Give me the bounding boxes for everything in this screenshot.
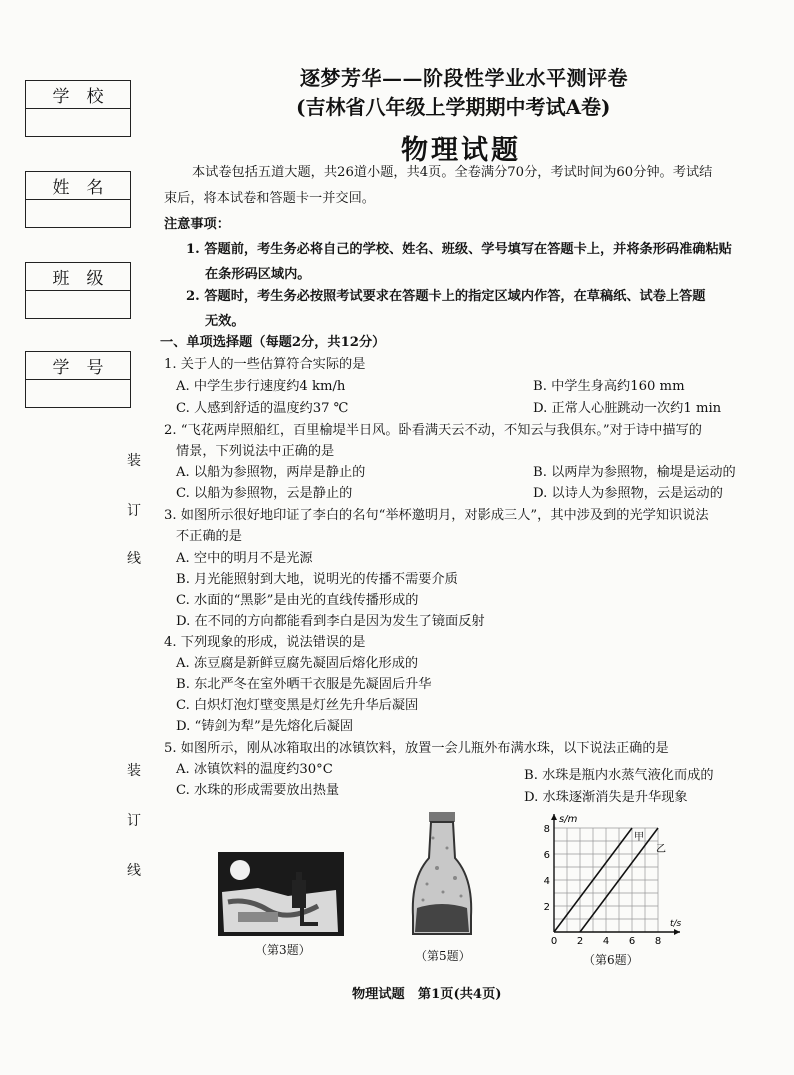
y-tick-label: 6 — [543, 850, 550, 861]
x-tick-label: 0 — [550, 936, 558, 945]
x-axis-arrow — [674, 929, 680, 935]
name-box — [25, 171, 131, 228]
notes-heading: 注意事项： — [164, 217, 230, 232]
q5-stem: 5. 如图所示，刚从冰箱取出的冰镇饮料，放置一会儿瓶外布满水珠，以下说法正确的是 — [164, 741, 669, 756]
fig6-caption: （第6题） — [583, 953, 639, 967]
school-label-1: 学 — [52, 87, 70, 107]
fig3-caption: （第3题） — [255, 943, 311, 957]
q4-option-b: B. 东北严冬在室外晒干衣服是先凝固后升华 — [176, 677, 432, 692]
binding-char: 线 — [127, 863, 141, 879]
q4-option-c: C. 白炽灯泡灯壁变黑是灯丝先升华后凝固 — [176, 698, 419, 713]
q4-stem: 4. 下列现象的形成，说法错误的是 — [164, 635, 366, 650]
binding-char: 订 — [127, 813, 141, 829]
x-tick-label: 8 — [654, 936, 662, 945]
q5-option-a: A. 冰镇饮料的温度约30°C — [176, 762, 333, 777]
subject-title: 物理试题 — [401, 135, 521, 166]
note-2-line-2: 无效。 — [205, 314, 245, 329]
series-title: 逐梦芳华——阶段性学业水平测评卷 — [300, 66, 628, 90]
name-label-2: 名 — [86, 178, 104, 198]
student-id-box — [25, 351, 131, 408]
q3-option-a: A. 空中的明月不是光源 — [176, 551, 313, 566]
x-tick-label: 4 — [602, 936, 610, 945]
x-tick-label: 2 — [576, 936, 584, 945]
q3-option-b: B. 月光能照射到大地，说明光的传播不需要介质 — [176, 572, 458, 587]
q1-option-d: D. 正常人心脏跳动一次约1 min — [533, 401, 722, 416]
page-footer: 物理试题 第1页(共4页) — [352, 987, 502, 1002]
id-label-2: 号 — [86, 358, 104, 378]
fig5-bottle — [407, 808, 477, 938]
q5-option-d: D. 水珠逐渐消失是升华现象 — [524, 790, 688, 805]
q5-option-b: B. 水珠是瓶内水蒸气液化而成的 — [524, 768, 714, 783]
note-2-line-1: 2. 答题时，考生务必按照考试要求在答题卡上的指定区域内作答，在草稿纸、试卷上答题 — [186, 289, 706, 304]
q2-stem-1: 2. “飞花两岸照船红，百里榆堤半日风。卧看满天云不动，不知云与我俱东。”对于诗中描写的 — [164, 423, 702, 438]
y-axis-label: s/m — [559, 814, 578, 825]
q1-stem: 1. 关于人的一些估算符合实际的是 — [164, 357, 366, 372]
intro-line-1: 本试卷包括五道大题，共26道小题，共4页。全卷满分70分，考试时间为60分钟。考试结 — [192, 165, 713, 180]
x-tick-label: 6 — [628, 936, 636, 945]
q4-option-d: D. “铸剑为犁”是先熔化后凝固 — [176, 719, 354, 734]
exam-subtitle: (吉林省八年级上学期期中考试A卷) — [296, 95, 611, 119]
q3-option-c: C. 水面的“黑影”是由光的直线传播形成的 — [176, 593, 419, 608]
y-tick-label: 8 — [543, 824, 550, 835]
q2-stem-2: 情景，下列说法中正确的是 — [176, 444, 335, 459]
fig3-moon-photo — [218, 852, 344, 936]
q1-option-b: B. 中学生身高约160 mm — [533, 379, 685, 394]
q3-stem-2: 不正确的是 — [176, 529, 242, 544]
q1-option-a: A. 中学生步行速度约4 km/h — [176, 379, 346, 394]
school-box — [25, 80, 131, 137]
binding-char: 订 — [127, 503, 141, 519]
section-heading: 一、单项选择题（每题2分，共12分） — [160, 335, 386, 350]
series-label: 甲 — [634, 832, 644, 843]
school-field[interactable] — [26, 109, 130, 136]
q4-option-a: A. 冻豆腐是新鲜豆腐先凝固后熔化形成的 — [176, 656, 419, 671]
binding-char: 线 — [127, 551, 141, 567]
series-label: 乙 — [656, 844, 666, 855]
name-label-1: 姓 — [52, 178, 70, 198]
q3-stem-1: 3. 如图所示很好地印证了李白的名句“举杯邀明月，对影成三人”，其中涉及到的光学知识说法 — [164, 508, 709, 523]
class-label-2: 级 — [86, 269, 104, 289]
moon-icon — [230, 860, 250, 880]
y-tick-label: 4 — [543, 876, 550, 887]
note-1-line-1: 1. 答题前，考生务必将自己的学校、姓名、班级、学号填写在答题卡上，并将条形码准确粘贴 — [186, 242, 732, 257]
binding-char: 装 — [127, 763, 141, 779]
q2-option-c: C. 以船为参照物，云是静止的 — [176, 486, 353, 501]
q5-option-c: C. 水珠的形成需要放出热量 — [176, 783, 340, 798]
q2-option-a: A. 以船为参照物，两岸是静止的 — [176, 465, 366, 480]
school-label-2: 校 — [86, 87, 104, 107]
x-axis-label: t/s — [670, 919, 682, 929]
student-id-field[interactable] — [26, 380, 130, 407]
intro-line-2: 束后，将本试卷和答题卡一并交回。 — [164, 191, 375, 206]
fig5-caption: （第5题） — [415, 949, 471, 963]
class-label-1: 班 — [52, 269, 70, 289]
y-axis-arrow — [551, 814, 557, 820]
y-tick-label: 2 — [543, 902, 550, 913]
note-1-line-2: 在条形码区域内。 — [205, 267, 311, 282]
q1-option-c: C. 人感到舒适的温度约37 ℃ — [176, 401, 349, 416]
id-label-1: 学 — [52, 358, 70, 378]
class-box — [25, 262, 131, 319]
fig6-st-graph — [532, 810, 692, 945]
binding-char: 装 — [127, 453, 141, 469]
q2-option-d: D. 以诗人为参照物，云是运动的 — [533, 486, 723, 501]
q3-option-d: D. 在不同的方向都能看到李白是因为发生了镜面反射 — [176, 614, 485, 629]
q2-option-b: B. 以两岸为参照物，榆堤是运动的 — [533, 465, 736, 480]
class-field[interactable] — [26, 291, 130, 318]
name-field[interactable] — [26, 200, 130, 227]
